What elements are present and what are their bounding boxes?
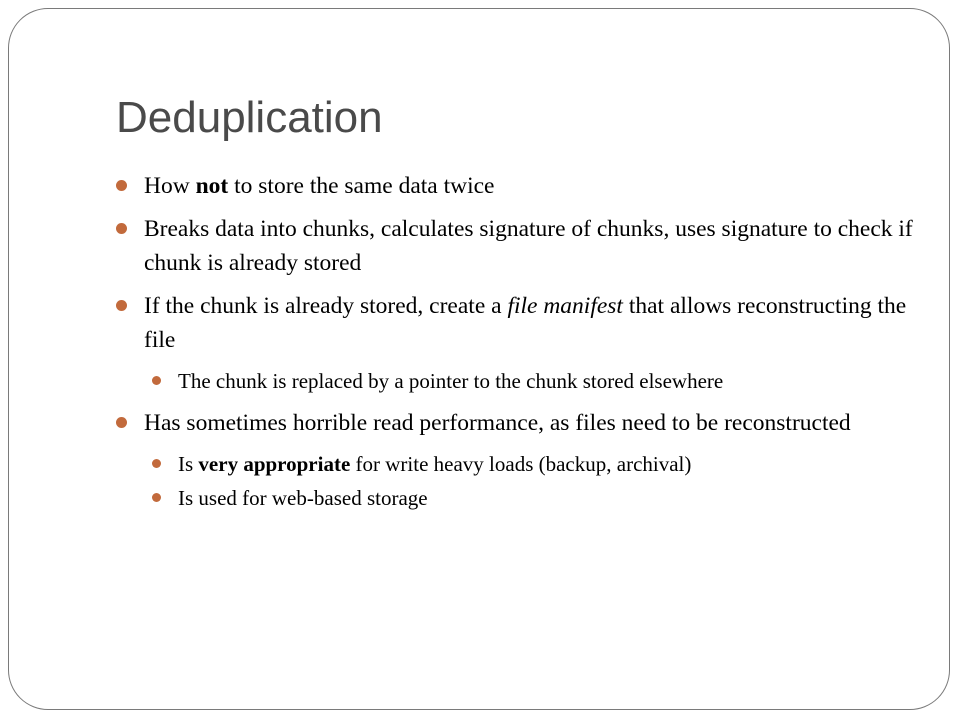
bullet-dot-icon — [116, 180, 127, 191]
bullet-how-not — [116, 169, 916, 203]
sub-bullet-emphasis: very appropriate — [198, 452, 351, 476]
bullet-read-performance — [116, 406, 916, 440]
bullet-text: Has sometimes horrible read performance, as files need to be reconstructed — [144, 410, 851, 436]
sub-bullet-write-heavy — [116, 449, 916, 479]
bullet-text: Breaks data into chunks, calculates signature of chunks, uses signature to check if chunk is already stored — [144, 216, 913, 276]
bullet-breaks-data — [116, 212, 916, 280]
sub-bullet-pointer — [116, 366, 916, 396]
bullet-list — [116, 169, 916, 517]
bullet-text: that allows reconstructing the file — [144, 293, 907, 353]
slide — [8, 8, 950, 710]
sub-bullet-text: for write heavy loads (backup, archival) — [350, 452, 692, 476]
sub-bullet-text: The chunk is replaced by a pointer to the chunk stored elsewhere — [178, 369, 724, 393]
bullet-text: to store the same data twice — [228, 173, 495, 199]
sub-bullet-dot-icon — [152, 376, 161, 385]
sub-bullet-web-storage — [116, 483, 916, 513]
bullet-text: If the chunk is already stored, create a — [144, 293, 508, 319]
bullet-dot-icon — [116, 300, 127, 311]
bullet-chunk-stored — [116, 289, 916, 357]
bullet-dot-icon — [116, 417, 127, 428]
sub-bullet-text: Is used for web-based storage — [178, 486, 428, 510]
bullet-dot-icon — [116, 223, 127, 234]
slide-title: Deduplication — [116, 93, 383, 142]
bullet-italic: file manifest — [507, 293, 623, 319]
bullet-text: How — [144, 173, 196, 199]
sub-bullet-dot-icon — [152, 493, 161, 502]
sub-bullet-dot-icon — [152, 459, 161, 468]
sub-bullet-text: Is — [178, 452, 199, 476]
bullet-emphasis: not — [195, 173, 229, 199]
